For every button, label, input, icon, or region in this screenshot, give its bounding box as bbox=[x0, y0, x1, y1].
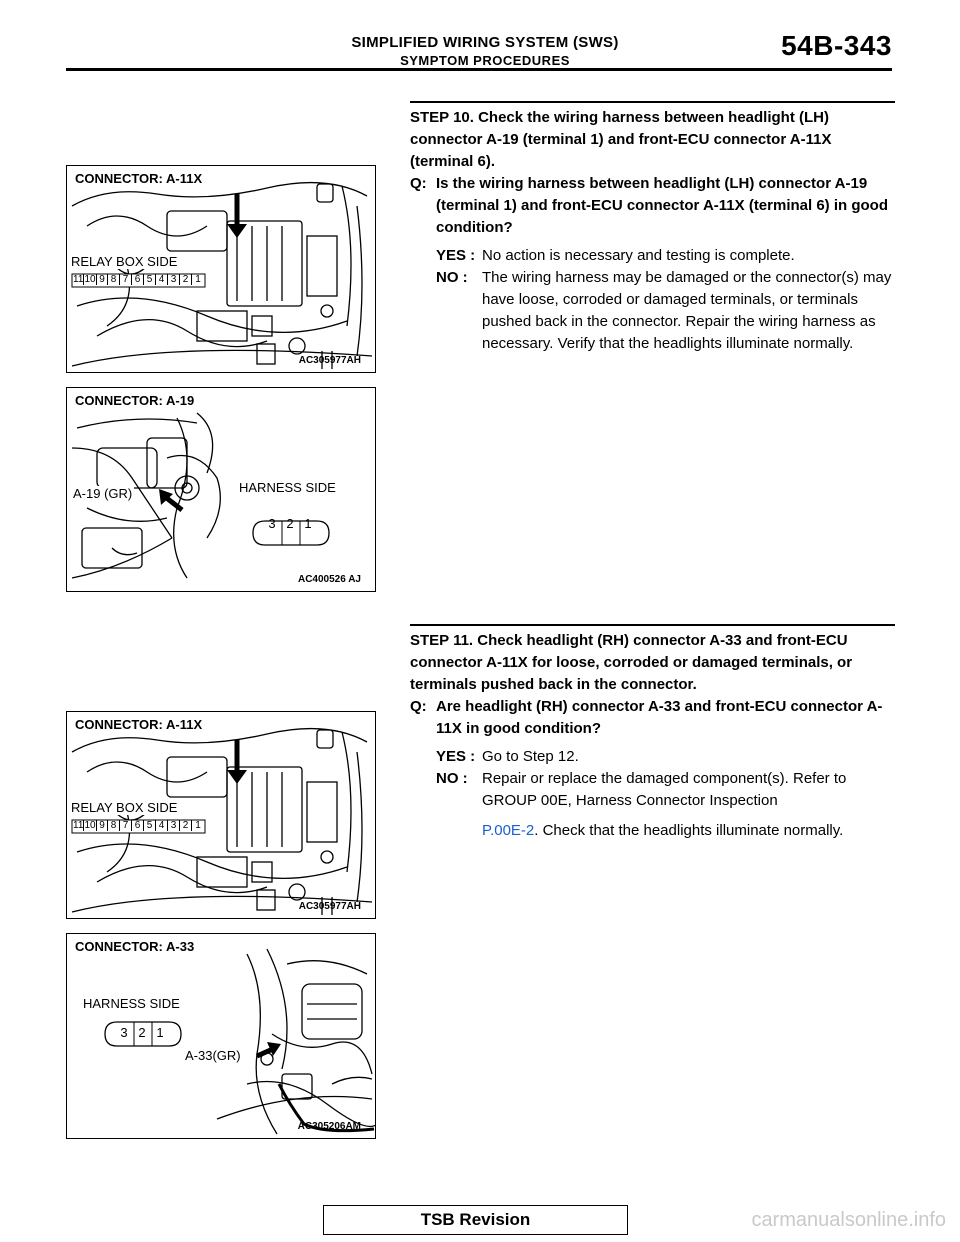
relay-box-side-label: RELAY BOX SIDE bbox=[71, 800, 178, 815]
pin: 7 bbox=[120, 820, 132, 831]
pin: 1 bbox=[195, 820, 201, 831]
figure-title: CONNECTOR: A-11X bbox=[75, 171, 203, 186]
pin: 9 bbox=[97, 274, 108, 285]
pin: 10 bbox=[84, 274, 96, 285]
pin: 5 bbox=[144, 274, 156, 285]
figure-code: AC400526 AJ bbox=[297, 574, 361, 585]
pin: 7 bbox=[120, 274, 132, 285]
figure-code: AC305977AH bbox=[298, 355, 361, 366]
pin: 3 bbox=[168, 274, 180, 285]
pin: 2 bbox=[138, 1025, 146, 1040]
answer-yes bbox=[410, 746, 895, 768]
pin-numbers bbox=[115, 1025, 169, 1040]
pin: 8 bbox=[108, 274, 120, 285]
figure-connector-a11x-1 bbox=[66, 165, 376, 373]
step-11 bbox=[410, 624, 895, 842]
step-title: STEP 11. Check headlight (RH) connector A-33 and front-ECU connector A-11X for loose, corroded or damaged terminals, or terminals pushed back in the connector. bbox=[410, 631, 853, 693]
step-question bbox=[410, 696, 895, 740]
figure-title: CONNECTOR: A-11X bbox=[75, 717, 203, 732]
watermark: carmanualsonline.info bbox=[751, 1209, 946, 1231]
tsb-revision-box: TSB Revision bbox=[323, 1205, 628, 1235]
relay-box-side-label: RELAY BOX SIDE bbox=[71, 254, 178, 269]
pin: 1 bbox=[156, 1025, 164, 1040]
pin: 9 bbox=[97, 820, 108, 831]
question-text: Is the wiring harness between headlight (LH) connector A-19 (terminal 1) and front-ECU connector A-11X (terminal 6) in good condition? bbox=[436, 174, 888, 236]
pin-numbers bbox=[263, 516, 317, 531]
no-text: The wiring harness may be damaged or the connector(s) may have loose, corroded or damaged terminals, or terminals pushed back in the connector. Repair the wiring harness as necessary. Verify that the headlights illuminate normally. bbox=[482, 268, 892, 352]
figure-code: AC305206AM bbox=[297, 1121, 361, 1132]
no-text-continued bbox=[482, 820, 895, 842]
figure-connector-a19 bbox=[66, 387, 376, 592]
figure-title: CONNECTOR: A-33 bbox=[75, 939, 195, 954]
answer-yes bbox=[410, 245, 895, 267]
connector-tag: A-19 (GR) bbox=[73, 486, 133, 501]
question-text: Are headlight (RH) connector A-33 and front-ECU connector A-11X in good condition? bbox=[436, 697, 883, 737]
step-question bbox=[410, 173, 895, 239]
pin: 3 bbox=[268, 516, 276, 531]
header-rule bbox=[66, 68, 892, 71]
question-label: Q: bbox=[410, 697, 427, 715]
yes-text: Go to Step 12. bbox=[482, 747, 579, 765]
step-rule bbox=[410, 101, 895, 103]
pin: 4 bbox=[156, 274, 168, 285]
step-rule bbox=[410, 624, 895, 626]
harness-side-label: HARNESS SIDE bbox=[239, 480, 336, 495]
figure-connector-a33 bbox=[66, 933, 376, 1139]
answer-no bbox=[410, 768, 895, 842]
pin: 3 bbox=[168, 820, 180, 831]
pin-numbers bbox=[73, 274, 204, 285]
no-text bbox=[482, 768, 895, 842]
pin: 6 bbox=[132, 274, 144, 285]
reference-link[interactable]: P.00E-2 bbox=[482, 821, 535, 839]
yes-text: No action is necessary and testing is complete. bbox=[482, 246, 795, 264]
pin: 2 bbox=[180, 274, 192, 285]
question-label: Q: bbox=[410, 174, 427, 192]
answer-no bbox=[410, 267, 895, 355]
no-label: NO : bbox=[436, 769, 468, 787]
pin: 5 bbox=[144, 820, 156, 831]
yes-label: YES : bbox=[436, 747, 476, 765]
pin: 3 bbox=[120, 1025, 128, 1040]
no-text-tail: . Check that the headlights illuminate normally. bbox=[534, 821, 844, 839]
figure-code: AC305977AH bbox=[298, 901, 361, 912]
engine-bay-illustration bbox=[67, 712, 376, 919]
pin: 1 bbox=[304, 516, 312, 531]
pin: 10 bbox=[84, 820, 96, 831]
figure-title: CONNECTOR: A-19 bbox=[75, 393, 195, 408]
pin-numbers bbox=[73, 820, 204, 831]
pin: 6 bbox=[132, 820, 144, 831]
figure-connector-a11x-2 bbox=[66, 711, 376, 919]
pin: 2 bbox=[286, 516, 294, 531]
connector-tag: A-33(GR) bbox=[185, 1048, 241, 1063]
pin: 11 bbox=[73, 274, 84, 285]
section-title: SIMPLIFIED WIRING SYSTEM (SWS) bbox=[351, 34, 619, 51]
yes-label: YES : bbox=[436, 246, 476, 264]
engine-bay-illustration bbox=[67, 166, 376, 373]
step-title: STEP 10. Check the wiring harness between headlight (LH) connector A-19 (terminal 1) and front-ECU connector A-11X (terminal 6). bbox=[410, 108, 832, 170]
no-text-main: Repair or replace the damaged component(s). Refer to GROUP 00E, Harness Connector Inspection bbox=[482, 769, 847, 809]
page-number: 54B-343 bbox=[781, 30, 892, 61]
step-10 bbox=[410, 101, 895, 355]
pin: 11 bbox=[73, 820, 84, 831]
pin: 2 bbox=[180, 820, 192, 831]
pin: 8 bbox=[108, 820, 120, 831]
section-subtitle: SYMPTOM PROCEDURES bbox=[400, 53, 570, 68]
harness-side-label: HARNESS SIDE bbox=[83, 996, 180, 1011]
no-label: NO : bbox=[436, 268, 468, 286]
pin: 4 bbox=[156, 820, 168, 831]
pin: 1 bbox=[195, 274, 201, 285]
engine-bay-illustration bbox=[67, 934, 376, 1139]
